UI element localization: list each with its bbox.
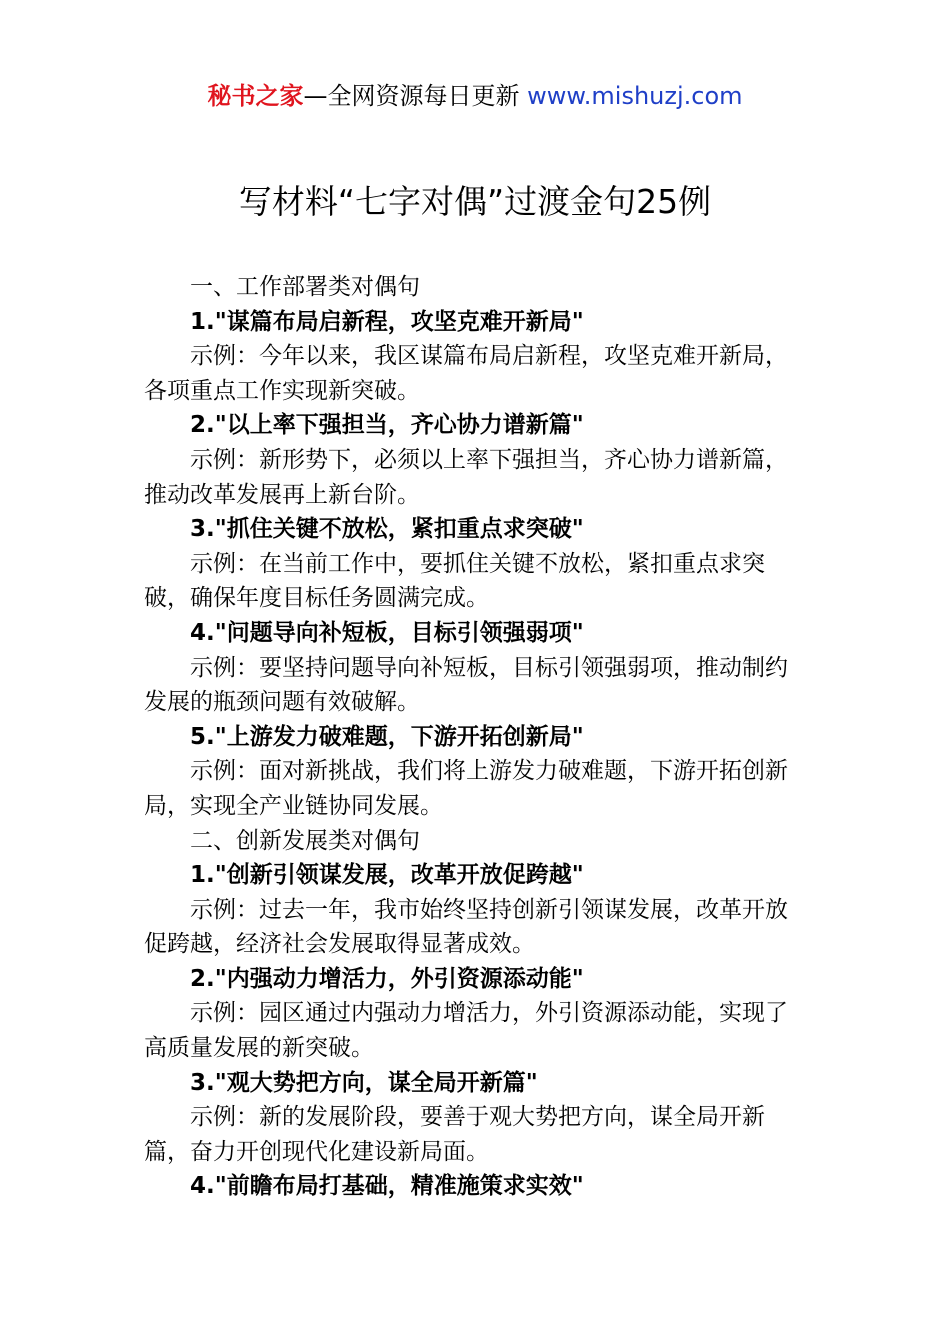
document-title: 写材料“七字对偶”过渡金句25例 bbox=[238, 182, 712, 221]
section-heading: 一、工作部署类对偶句 bbox=[190, 274, 420, 300]
site-tagline: —全网资源每日更新 bbox=[303, 82, 528, 110]
item-example: 示例：在当前工作中，要抓住关键不放松，紧扣重点求突破，确保年度目标任务圆满完成。 bbox=[144, 550, 765, 612]
item-title: 4."前瞻布局打基础，精准施策求实效" bbox=[190, 1173, 584, 1200]
item-example: 示例：面对新挑战，我们将上游发力破难题，下游开拓创新局，实现全产业链协同发展。 bbox=[144, 758, 788, 819]
site-brand: 秘书之家 bbox=[207, 82, 304, 110]
item-title: 5."上游发力破难题，下游开拓创新局" bbox=[190, 723, 584, 750]
item-title: 4."问题导向补短板，目标引领强弱项" bbox=[190, 619, 584, 646]
item-example: 示例：新形势下，必须以上率下强担当，齐心协力谱新篇，推动改革发展再上新台阶。 bbox=[144, 446, 788, 508]
item-example: 示例：今年以来，我区谋篇布局启新程，攻坚克难开新局，各项重点工作实现新突破。 bbox=[144, 343, 788, 404]
item-title: 3."抓住关键不放松，紧扣重点求突破" bbox=[190, 516, 584, 543]
site-url-link[interactable]: www.mishuzj.com bbox=[527, 82, 743, 110]
item-title: 2."以上率下强担当，齐心协力谱新篇" bbox=[190, 412, 584, 439]
item-example: 示例：要坚持问题导向补短板，目标引领强弱项，推动制约发展的瓶颈问题有效破解。 bbox=[144, 654, 788, 716]
item-title: 1."谋篇布局启新程，攻坚克难开新局" bbox=[190, 308, 584, 335]
section-heading: 二、创新发展类对偶句 bbox=[190, 827, 420, 854]
item-title: 1."创新引领谋发展，改革开放促跨越" bbox=[190, 862, 584, 889]
item-example: 示例：园区通过内强动力增活力，外引资源添动能，实现了高质量发展的新突破。 bbox=[144, 1000, 788, 1062]
item-title: 2."内强动力增活力，外引资源添动能" bbox=[190, 965, 584, 992]
item-example: 示例：过去一年，我市始终坚持创新引领谋发展，改革开放促跨越，经济社会发展取得显著成效。 bbox=[144, 896, 788, 958]
item-title: 3."观大势把方向，谋全局开新篇" bbox=[190, 1069, 538, 1096]
site-header bbox=[0, 78, 950, 114]
document-body bbox=[144, 270, 806, 1204]
item-example: 示例：新的发展阶段，要善于观大势把方向，谋全局开新篇，奋力开创现代化建设新局面。 bbox=[144, 1104, 765, 1165]
